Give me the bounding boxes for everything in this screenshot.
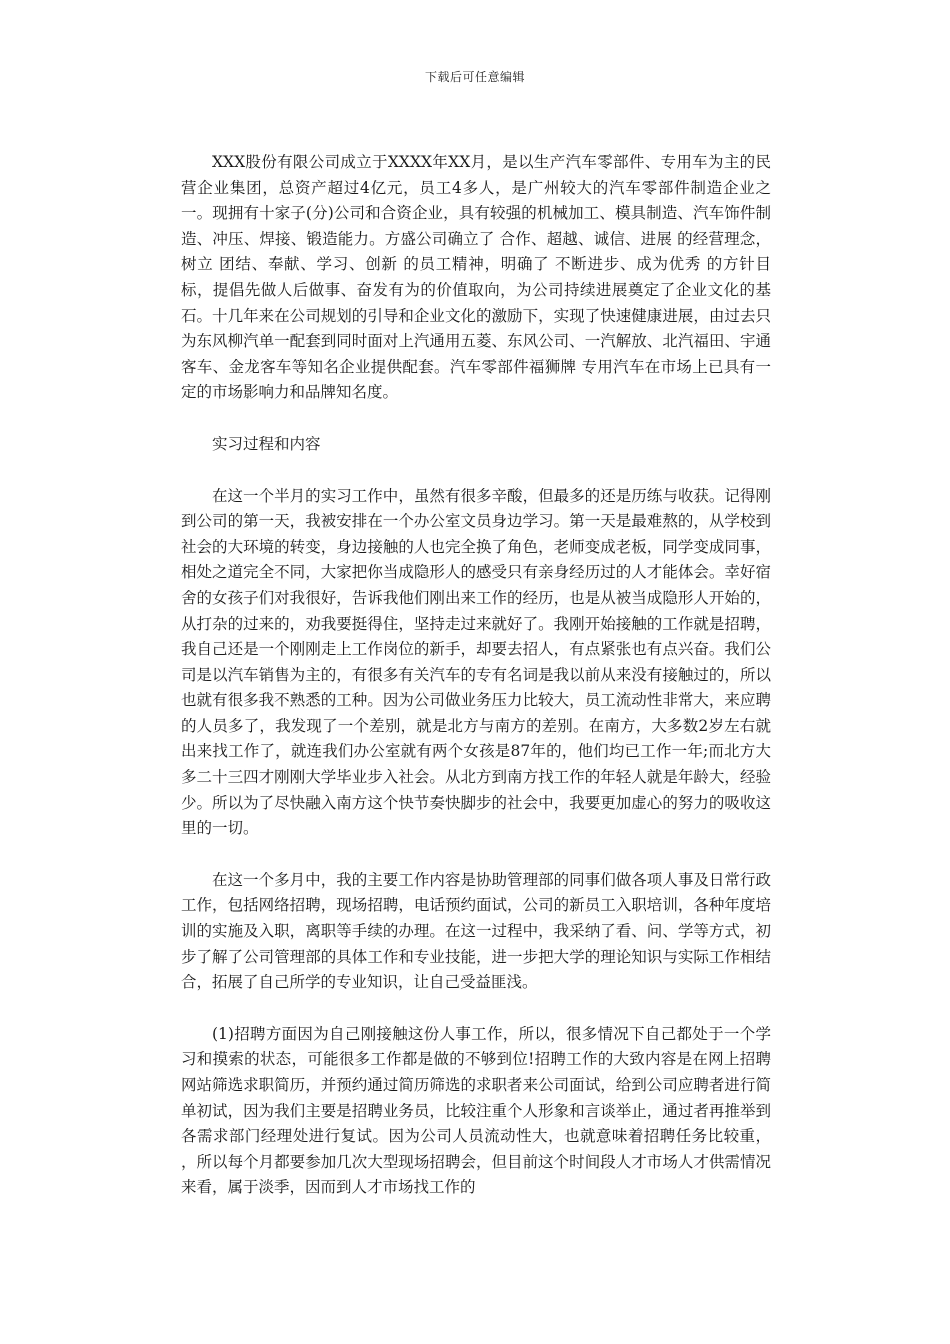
- internship-experience-paragraph: 在这一个半月的实习工作中，虽然有很多辛酸，但最多的还是历练与收获。记得刚到公司的第一天，我被安排在一个办公室文员身边学习。第一天是最难熬的，从学校到社会的大环境的转变，身边接触的人也完全换了角色，老师变成老板，同学变成同事，相处之道完全不同，大家把你当成隐形人的感受只有亲身经历过的人才能体会。幸好宿舍的女孩子们对我很好，告诉我他们刚出来工作的经历，也是从被当成隐形人开始的，从打杂的过来的，劝我要挺得住，坚持走过来就好了。我刚开始接触的工作就是招聘，我自己还是一个刚刚走上工作岗位的新手，却要去招人，有点紧张也有点兴奋。我们公司是以汽车销售为主的，有很多有关汽车的专有名词是我以前从来没有接触过的，所以也就有很多我不熟悉的工种。因为公司做业务压力比较大，员工流动性非常大，来应聘的人员多了，我发现了一个差别，就是北方与南方的差别。在南方，大多数2岁左右就出来找工作了，就连我们办公室就有两个女孩是87年的，他们均已工作一年;而北方大多二十三四才刚刚大学毕业步入社会。从北方到南方找工作的年轻人就是年龄大，经验少。所以为了尽快融入南方这个快节奏快脚步的社会中，我要更加虚心的努力的吸收这里的一切。: [181, 486, 771, 838]
- recruitment-paragraph: (1)招聘方面因为自己刚接触这份人事工作，所以，很多情况下自己都处于一个学习和摸索的状态，可能很多工作都是做的不够到位!招聘工作的大致内容是在网上招聘网站筛选求职简历，并预约通过简历筛选的求职者来公司面试，给到公司应聘者进行简单初试，因为我们主要是招聘业务员，比较注重个人形象和言谈举止，通过者再推举到各需求部门经理处进行复试。因为公司人员流动性大，也就意味着招聘任务比较重， ，所以每个月都要参加几次大型现场招聘会，但目前这个时间段人才市场人才供需情况来看，属于淡季，因而到人才市场找工作的: [181, 1024, 771, 1197]
- work-content-paragraph: 在这一个多月中，我的主要工作内容是协助管理部的同事们做各项人事及日常行政工作，包括网络招聘，现场招聘，电话预约面试，公司的新员工入职培训，各种年度培训的实施及入职，离职等手续的办理。在这一过程中，我采纳了看、问、学等方式，初步了解了公司管理部的具体工作和专业技能，进一步把大学的理论知识与实际工作相结合，拓展了自己所学的专业知识，让自己受益匪浅。: [181, 870, 771, 992]
- section-title: 实习过程和内容: [212, 434, 321, 453]
- document-body: [181, 150, 771, 1227]
- page-header: 下载后可任意编辑: [424, 70, 525, 84]
- company-intro-paragraph: XXX股份有限公司成立于XXXX年XX月，是以生产汽车零部件、专用车为主的民营企业集团，总资产超过4亿元，员工4多人，是广州较大的汽车零部件制造企业之一。现拥有十家子(分)公司和合资企业，具有较强的机械加工、模具制造、汽车饰件制造、冲压、焊接、锻造能力。方盛公司确立了 合作、超越、诚信、进展 的经营理念，树立 团结、奉献、学习、创新 的员工精神，明确了 不断进步、成为优秀 的方针目标，提倡先做人后做事、奋发有为的价值取向，为公司持续进展奠定了企业文化的基石。十几年来在公司规划的引导和企业文化的激励下，实现了快速健康进展，由过去只为东风柳汽单一配套到同时面对上汽通用五菱、东风公司、一汽解放、北汽福田、宇通客车、金龙客车等知名企业提供配套。汽车零部件福狮牌 专用汽车在市场上已具有一定的市场影响力和品牌知名度。: [181, 153, 771, 402]
